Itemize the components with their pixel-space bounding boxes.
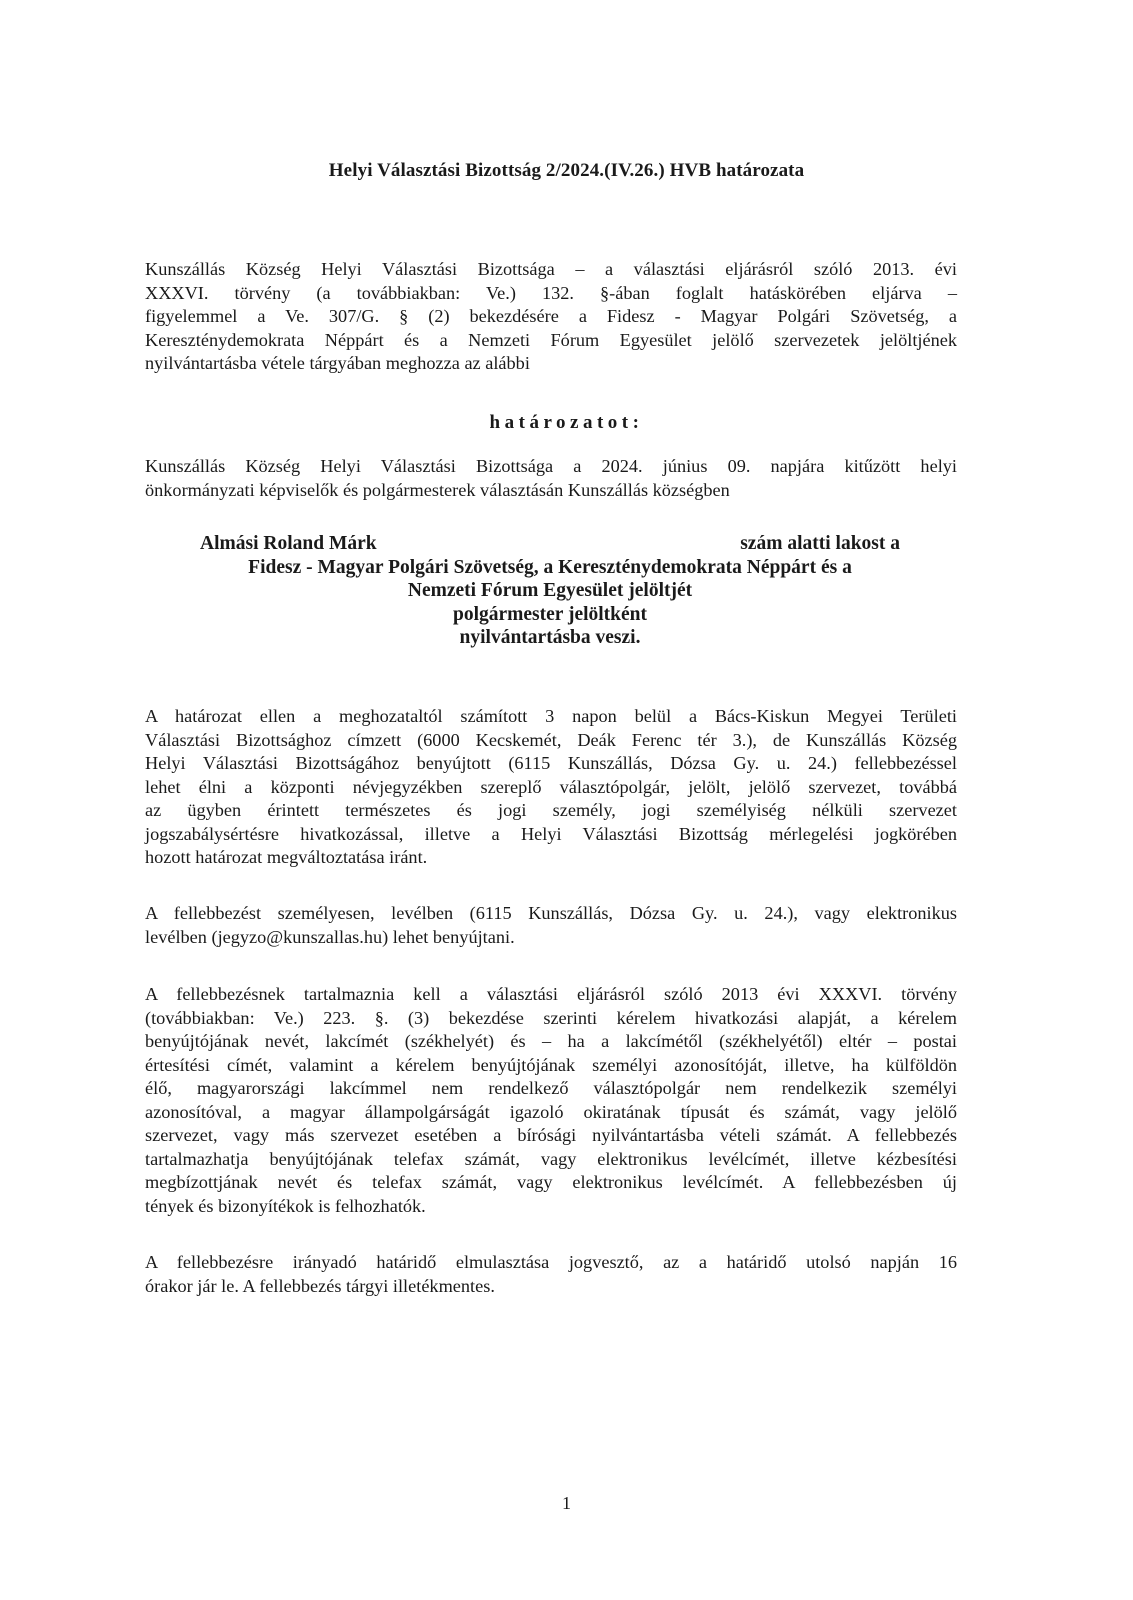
submission-paragraph — [145, 902, 957, 949]
document-title: Helyi Választási Bizottság 2/2024.(IV.26.) HVB határozata — [328, 160, 805, 181]
text-line: benyújtójának nevét, lakcímét (székhelyét) és – ha a lakcímétől (székhelyétől) eltér – postai — [145, 1031, 957, 1051]
text-line: A fellebbezést személyesen, levélben (6115 Kunszállás, Dózsa Gy. u. 24.), vagy elektronikus — [145, 903, 957, 923]
appeal-content-paragraph — [145, 983, 957, 1218]
deadline-paragraph — [145, 1251, 957, 1298]
text-line: nyilvántartásba vétele tárgyában meghozza az alábbi — [145, 353, 530, 373]
text-line: hozott határozat megváltoztatása iránt. — [145, 847, 428, 867]
text-line: (továbbiakban: Ve.) 223. §. (3) bekezdése szerinti kérelem hivatkozási alapját, a kérelem — [145, 1007, 957, 1028]
text-line: az ügyben érintett természetes és jogi személy, jogi személyiség nélküli szervezet — [145, 800, 957, 820]
decision-block — [200, 532, 900, 650]
text-line: A fellebbezésnek tartalmaznia kell a választási eljárásról szóló 2013 évi XXXVI. törvény — [145, 984, 957, 1004]
candidate-row — [200, 532, 900, 556]
text-line: azonosítóval, a magyar állampolgárságát igazoló okiratának típusát és számát, vagy jelölő — [145, 1101, 957, 1122]
text-line: Választási Bizottsághoz címzett (6000 Kecskemét, Deák Ferenc tér 3.), de Kunszállás Község — [145, 729, 957, 750]
text-line: Kunszállás Község Helyi Választási Bizottsága – a választási eljárásról szóló 2013. évi — [145, 259, 957, 279]
text-line: A határozat ellen a meghozataltól számított 3 napon belül a Bács-Kiskun Megyei Területi — [145, 706, 957, 726]
text-line: élő, magyarországi lakcímmel nem rendelkező választópolgár nem rendelkezik személyi — [145, 1078, 957, 1098]
decision-intro-paragraph — [145, 455, 957, 502]
text-line: Kereszténydemokrata Néppárt és a Nemzeti Fórum Egyesület jelölő szervezetek jelöltjének — [145, 329, 957, 350]
candidate-name: Almási Roland Márk — [200, 533, 377, 554]
text-line: levélben (jegyzo@kunszallas.hu) lehet benyújtani. — [145, 926, 515, 947]
decision-verb: nyilvántartásba veszi. — [459, 627, 641, 648]
address-suffix: szám alatti lakost a — [740, 533, 900, 554]
decision-heading: határozatot: — [489, 412, 644, 433]
page-number: 1 — [562, 1493, 571, 1513]
text-line: Helyi Választási Bizottságához benyújtott (6115 Kunszállás, Dózsa Gy. u. 24.) fellebbezéssel — [145, 753, 957, 773]
nominating-organizations-cont: Nemzeti Fórum Egyesület jelöltjét — [407, 580, 693, 601]
text-line: jogszabálysértésre hivatkozással, illetve a Helyi Választási Bizottság mérlegelési jogkörében — [145, 823, 957, 844]
intro-paragraph — [145, 258, 957, 376]
text-line: lehet élni a központi névjegyzékben szereplő választópolgár, jelölt, jelölő szervezet, továbbá — [145, 776, 957, 797]
text-line: figyelemmel a Ve. 307/G. § (2) bekezdésére a Fidesz - Magyar Polgári Szövetség, a — [145, 306, 957, 326]
text-line: értesítési címét, valamint a kérelem benyújtójának személyi azonosítóját, illetve, ha külföldön — [145, 1054, 957, 1075]
candidacy-type: polgármester jelöltként — [452, 603, 648, 625]
text-line: A fellebbezésre irányadó határidő elmulasztása jogvesztő, az a határidő utolsó napján 16 — [145, 1252, 957, 1272]
text-line: szervezet, vagy más szervezet esetében a bírósági nyilvántartásba vételi számát. A fellebbezés — [145, 1125, 957, 1145]
text-line: tartalmazhatja benyújtójának telefax számát, vagy elektronikus levélcímét, illetve kézbesítési — [145, 1148, 957, 1169]
text-line: tények és bizonyítékok is felhozhatók. — [145, 1195, 426, 1216]
text-line: megbízottjának nevét és telefax számát, vagy elektronikus levélcímét. A fellebbezésben új — [145, 1172, 957, 1192]
appeal-paragraph — [145, 705, 957, 870]
text-line: órakor jár le. A fellebbezés tárgyi illetékmentes. — [145, 1275, 495, 1296]
nominating-organizations: Fidesz - Magyar Polgári Szövetség, a Kereszténydemokrata Néppárt és a — [248, 556, 852, 578]
text-line: Kunszállás Község Helyi Választási Bizottsága a 2024. június 09. napjára kitűzött helyi — [145, 456, 957, 476]
text-line: XXXVI. törvény (a továbbiakban: Ve.) 132. §-ában foglalt hatáskörében eljárva – — [145, 282, 957, 303]
text-line: önkormányzati képviselők és polgármesterek választásán Kunszállás községben — [145, 479, 730, 500]
